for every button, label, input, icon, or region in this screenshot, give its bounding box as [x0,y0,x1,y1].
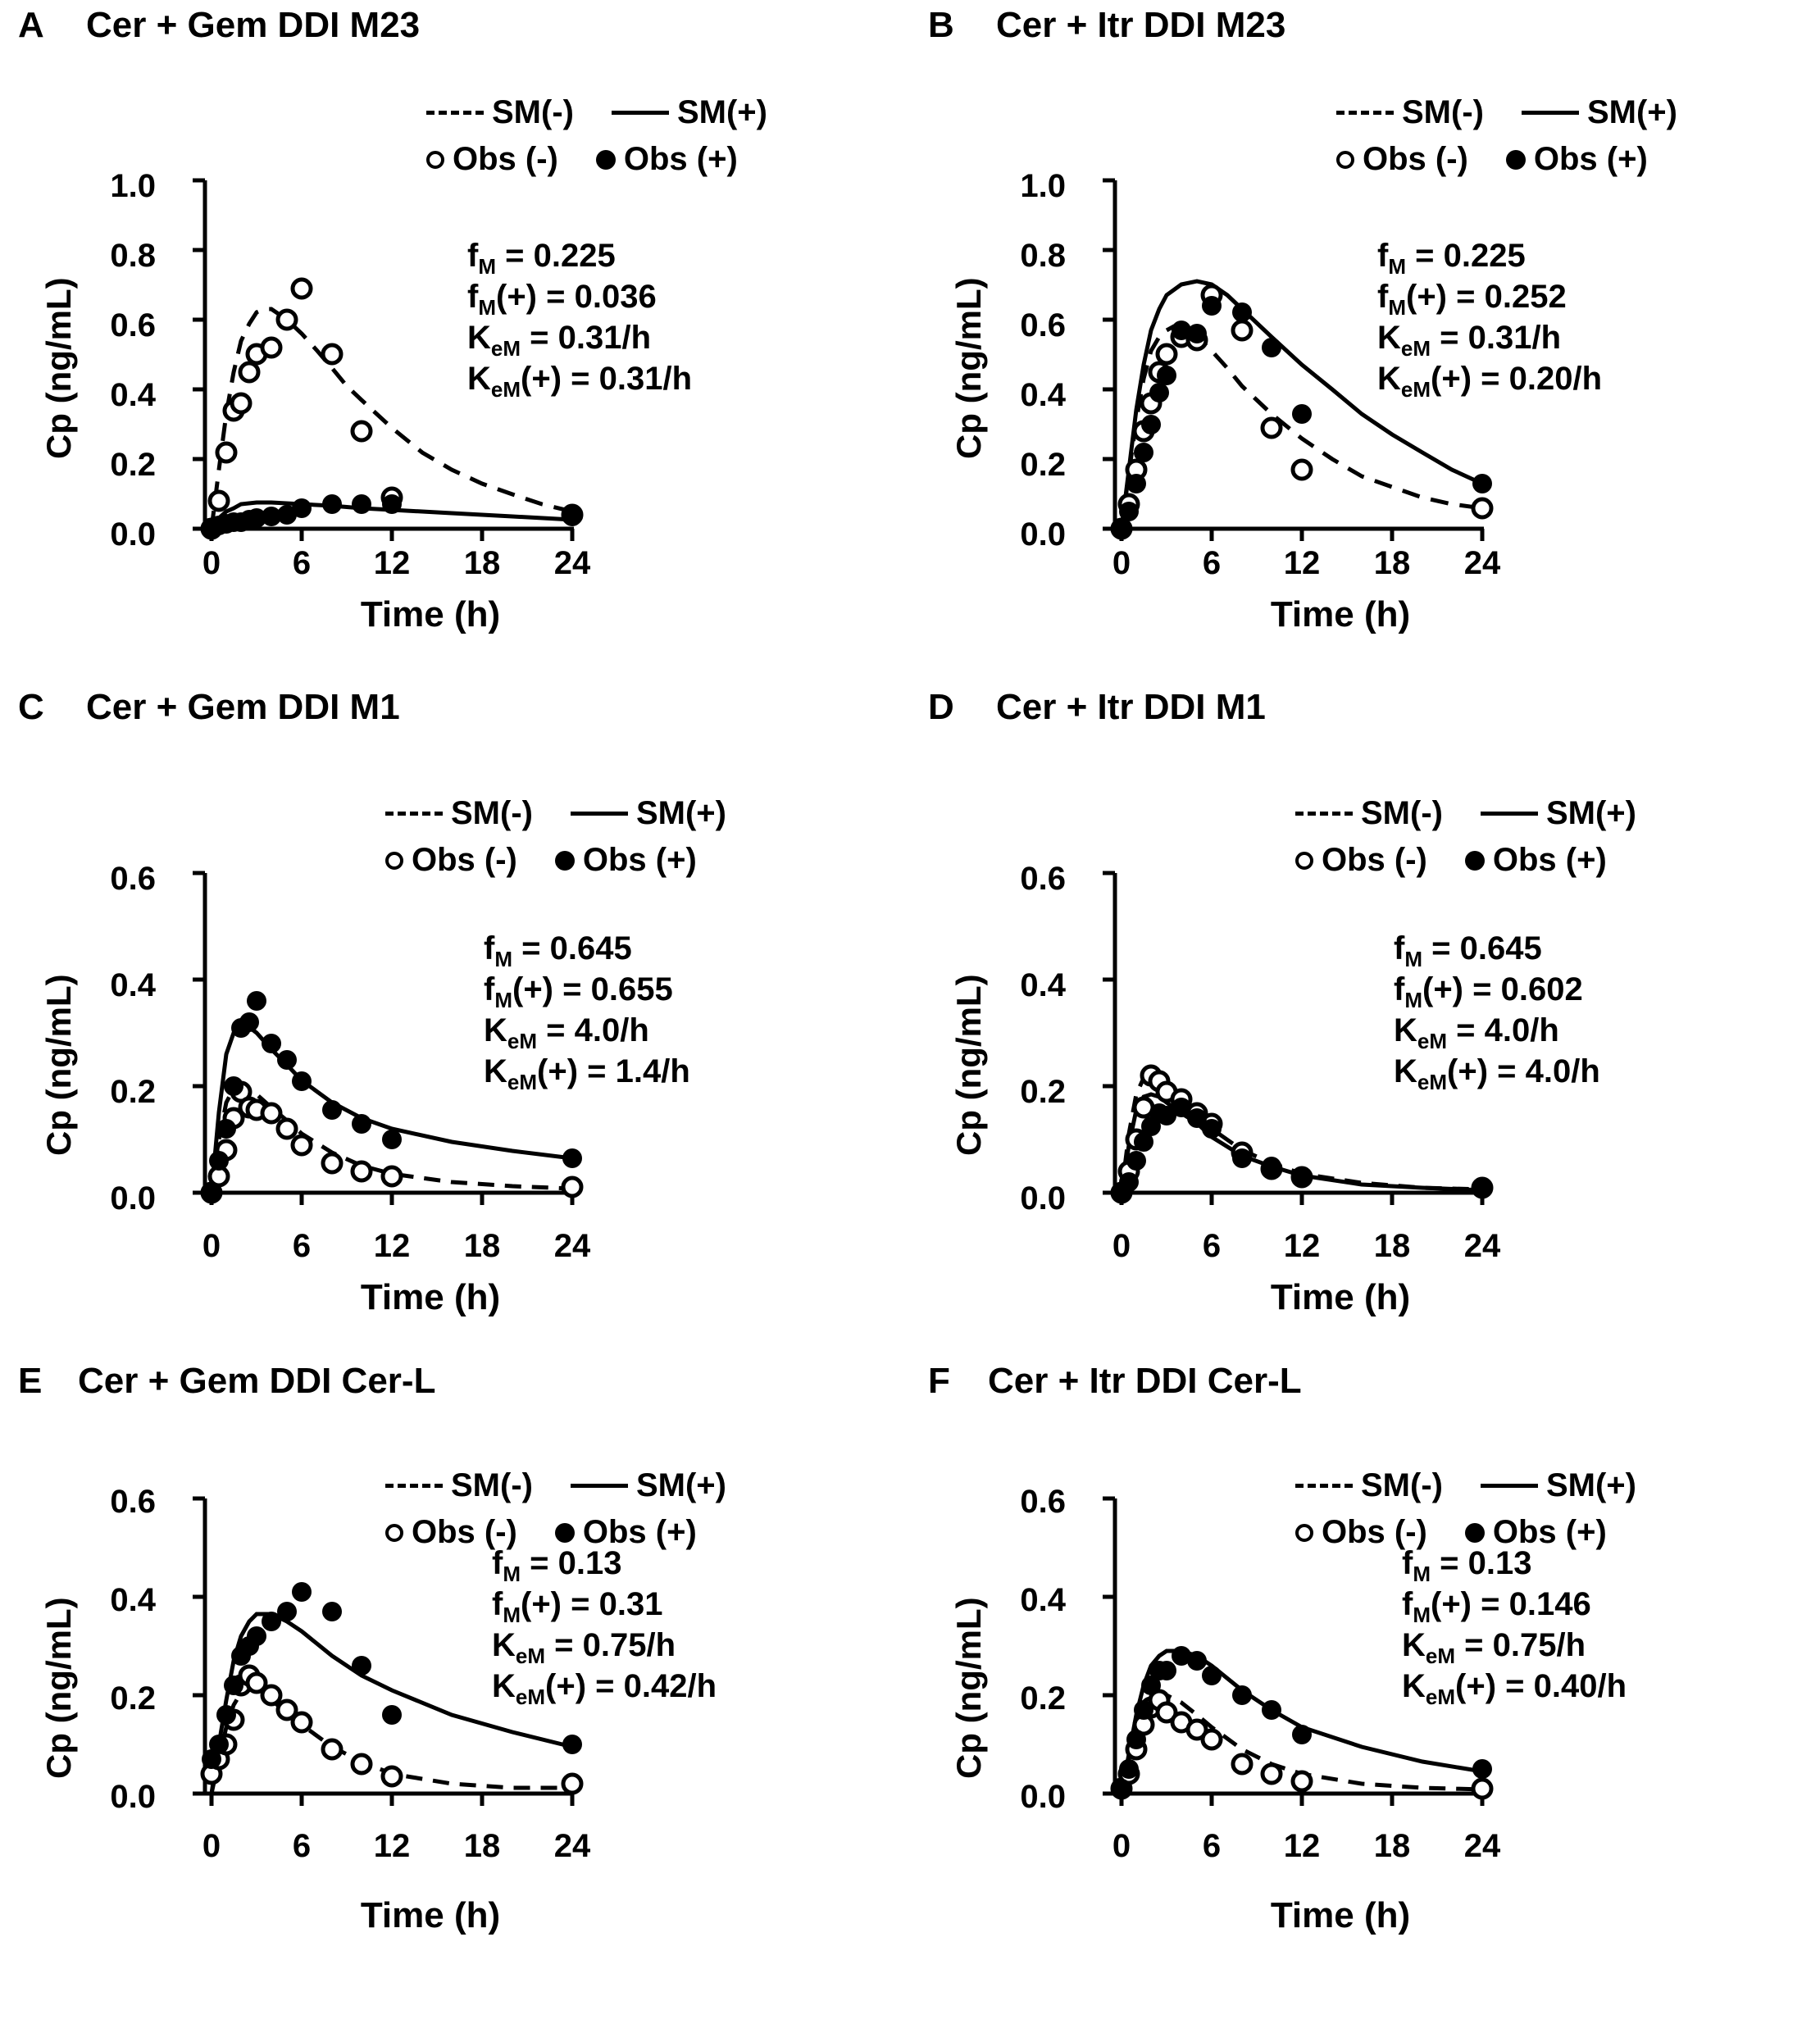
panel-a-label: A [18,5,44,45]
panel-d-xtick-2: 12 [1283,1228,1321,1264]
panel-f-legend: SM(-) SM(+) Obs (-) Obs (+) [1295,1467,1636,1551]
panel-f-label: F [928,1361,950,1401]
panel-f-xtick-4: 24 [1463,1828,1501,1864]
panel-f-ytick-0: 0.0 [1020,1779,1066,1815]
panel-c-xtick-0: 0 [202,1228,221,1264]
panel-e-ytick-0: 0.0 [110,1779,156,1815]
panel-c-xtick-3: 18 [463,1228,501,1264]
panel-e-ytick-2: 0.4 [110,1582,156,1618]
panel-c-legend: SM(-) SM(+) Obs (-) Obs (+) [385,795,726,879]
panel-d-xtick-4: 24 [1463,1228,1501,1264]
panel-b-xtick-4: 24 [1463,545,1501,581]
panel-e-xtick-2: 12 [373,1828,411,1864]
panel-b-ytick-4: 0.8 [1020,238,1066,274]
panel-a-title: Cer + Gem DDI M23 [86,5,421,45]
panel-a-xtick-2: 12 [373,545,411,581]
panel-a-legend: SM(-) SM(+) Obs (-) Obs (+) [426,94,767,178]
panel-b-xtick-2: 12 [1283,545,1321,581]
panel-f-ytick-2: 0.4 [1020,1582,1066,1618]
panel-a-ytick-5: 1.0 [110,168,156,204]
panel-c-ytick-0: 0.0 [110,1180,156,1216]
panel-b-ytick-1: 0.2 [1020,447,1066,483]
panel-f-ytick-1: 0.2 [1020,1680,1066,1717]
panel-a-ytick-3: 0.6 [110,307,156,343]
panel-f-ytick-3: 0.6 [1020,1484,1066,1520]
panel-d-label: D [928,687,954,727]
panel-e-label: E [18,1361,43,1401]
panel-c-plot [0,672,656,1262]
panel-c-params: $f_M = 0.645$ $f_M(+) = 0.655$ $K_{eM} = 4.0/h$ $K_{eM}(+) = 1.4/h$ [484,930,690,1095]
panel-b-plot [910,0,1566,574]
panel-e-xtick-1: 6 [292,1828,312,1864]
panel-c-xtick-4: 24 [553,1228,591,1264]
panel-a-xtick-0: 0 [202,545,221,581]
panel-a-params: $f_M = 0.225$ $f_M(+) = 0.036$ $K_{eM} = 0.31/h$ $K_{eM}(+) = 0.31/h$ [467,238,692,402]
panel-c-xlabel: Time (h) [360,1277,501,1317]
panel-f-xlabel: Time (h) [1270,1895,1411,1935]
panel-e-plot [0,1344,656,1885]
panel-d-legend: SM(-) SM(+) Obs (-) Obs (+) [1295,795,1636,879]
panel-a-xtick-3: 18 [463,545,501,581]
panel-e-legend: SM(-) SM(+) Obs (-) Obs (+) [385,1467,726,1551]
panel-c-ytick-2: 0.4 [110,967,156,1003]
panel-b-ytick-5: 1.0 [1020,168,1066,204]
panel-b-label: B [928,5,954,45]
panel-e-ytick-3: 0.6 [110,1484,156,1520]
panel-e-ytick-1: 0.2 [110,1680,156,1717]
panel-b-xlabel: Time (h) [1270,594,1411,634]
panel-f-plot [910,1344,1566,1885]
panel-e-xtick-0: 0 [202,1828,221,1864]
panel-c-label: C [18,687,44,727]
panel-f-title: Cer + Itr DDI Cer-L [988,1361,1302,1401]
panel-b-xtick-1: 6 [1202,545,1222,581]
panel-e-xtick-3: 18 [463,1828,501,1864]
panel-a-xtick-1: 6 [292,545,312,581]
panel-f-params: $f_M = 0.13$ $f_M(+) = 0.146$ $K_{eM} = 0.75/h$ $K_{eM}(+) = 0.40/h$ [1402,1545,1627,1710]
panel-e-title: Cer + Gem DDI Cer-L [78,1361,436,1401]
panel-d-ytick-2: 0.4 [1020,967,1066,1003]
panel-c-ylabel: Cp (ng/mL) [39,974,78,1156]
panel-a-ytick-2: 0.4 [110,377,156,413]
panel-a [0,0,910,672]
panel-b-params: $f_M = 0.225$ $f_M(+) = 0.252$ $K_{eM} = 0.31/h$ $K_{eM}(+) = 0.20/h$ [1377,238,1602,402]
panel-e-ylabel: Cp (ng/mL) [39,1597,78,1779]
panel-d-ytick-0: 0.0 [1020,1180,1066,1216]
panel-e-xtick-4: 24 [553,1828,591,1864]
panel-d-xlabel: Time (h) [1270,1277,1411,1317]
panel-d-plot [910,672,1566,1262]
panel-c-title: Cer + Gem DDI M1 [86,687,400,727]
panel-a-ytick-0: 0.0 [110,516,156,552]
panel-d-title: Cer + Itr DDI M1 [996,687,1266,727]
panel-a-xlabel: Time (h) [360,594,501,634]
panel-f-xtick-1: 6 [1202,1828,1222,1864]
panel-b-ytick-3: 0.6 [1020,307,1066,343]
panel-a-ytick-4: 0.8 [110,238,156,274]
panel-c [0,672,910,1344]
panel-d-xtick-1: 6 [1202,1228,1222,1264]
panel-d-ylabel: Cp (ng/mL) [949,974,988,1156]
panel-c-ytick-3: 0.6 [110,861,156,897]
panel-e-params: $f_M = 0.13$ $f_M(+) = 0.31$ $K_{eM} = 0.75/h$ $K_{eM}(+) = 0.42/h$ [492,1545,717,1710]
panel-d-params: $f_M = 0.645$ $f_M(+) = 0.602$ $K_{eM} = 4.0/h$ $K_{eM}(+) = 4.0/h$ [1394,930,1600,1095]
panel-f [910,1344,1820,2019]
panel-b-ytick-0: 0.0 [1020,516,1066,552]
panel-d-ytick-3: 0.6 [1020,861,1066,897]
panel-a-ylabel: Cp (ng/mL) [39,277,78,459]
panel-b-xtick-3: 18 [1373,545,1411,581]
panel-e-xlabel: Time (h) [360,1895,501,1935]
panel-b-legend: SM(-) SM(+) Obs (-) Obs (+) [1336,94,1677,178]
panel-e [0,1344,910,2019]
panel-c-ytick-1: 0.2 [110,1074,156,1110]
panel-c-xtick-2: 12 [373,1228,411,1264]
panel-d-ytick-1: 0.2 [1020,1074,1066,1110]
panel-f-xtick-0: 0 [1112,1828,1131,1864]
panel-b [910,0,1820,672]
panel-f-ylabel: Cp (ng/mL) [949,1597,988,1779]
panel-a-ytick-1: 0.2 [110,447,156,483]
panel-d-xtick-3: 18 [1373,1228,1411,1264]
panel-b-ytick-2: 0.4 [1020,377,1066,413]
panel-f-xtick-3: 18 [1373,1828,1411,1864]
panel-d [910,672,1820,1344]
panel-b-xtick-0: 0 [1112,545,1131,581]
panel-b-ylabel: Cp (ng/mL) [949,277,988,459]
panel-f-xtick-2: 12 [1283,1828,1321,1864]
panel-a-xtick-4: 24 [553,545,591,581]
panel-c-xtick-1: 6 [292,1228,312,1264]
panel-b-title: Cer + Itr DDI M23 [996,5,1286,45]
panel-d-xtick-0: 0 [1112,1228,1131,1264]
panel-a-plot [0,0,656,574]
